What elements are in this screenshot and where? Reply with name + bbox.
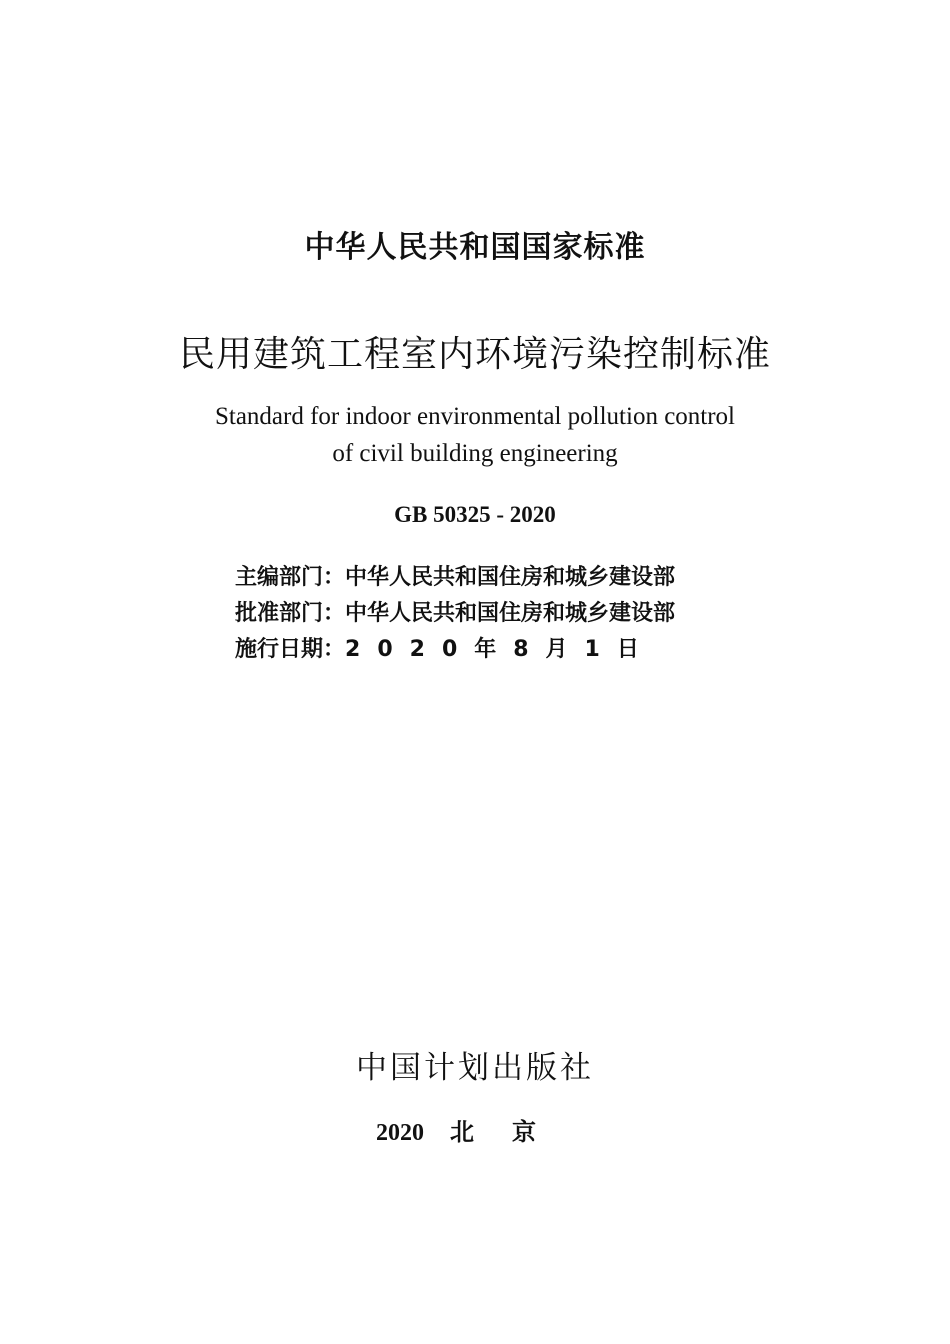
english-title-line-2: of civil building engineering (332, 440, 618, 467)
chief-department-label: 主编部门： (235, 565, 346, 590)
imprint-city: 北京 (450, 1118, 574, 1146)
standard-number: GB 50325 - 2020 (394, 502, 556, 527)
chief-department-value: 中华人民共和国住房和城乡建设部 (345, 565, 676, 590)
chief-department-row (235, 560, 675, 591)
effective-date-label: 施行日期： (235, 637, 346, 662)
chinese-title: 民用建筑工程室内环境污染控制标准 (178, 334, 771, 375)
approval-department-row (235, 596, 675, 627)
approval-department-label: 批准部门： (235, 601, 346, 626)
imprint (0, 1112, 950, 1147)
effective-date-value: 2020年8月1日 (345, 637, 656, 662)
effective-date-row (235, 632, 656, 663)
imprint-year: 2020 (376, 1120, 424, 1146)
publisher-name: 中国计划出版社 (356, 1050, 594, 1086)
english-title (0, 398, 950, 472)
series-title: 中华人民共和国国家标准 (304, 230, 646, 265)
approval-department-value: 中华人民共和国住房和城乡建设部 (345, 601, 676, 626)
english-title-line-1: Standard for indoor environmental pollution control (214, 403, 736, 430)
